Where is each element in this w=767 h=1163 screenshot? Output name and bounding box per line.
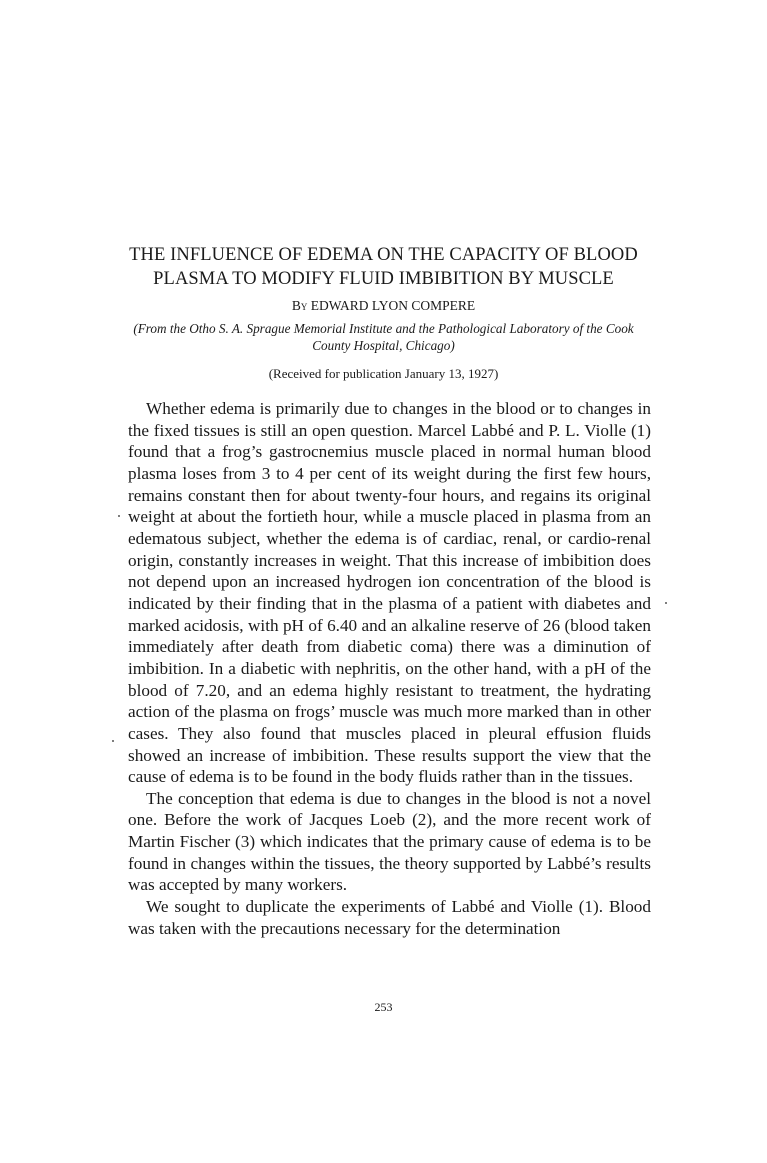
affiliation: (From the Otho S. A. Sprague Memorial Institute and the Pathological Laboratory of the Cook County Hospital, Chicago) [133,321,634,353]
byline [110,297,657,315]
paragraph: The conception that edema is due to changes in the blood is not a novel one. Before the work of Jacques Loeb (2), and the more recent work of Martin Fischer (3) which indicates that the primary cause of edema is to be found in changes within the tissues, the theory supported by Labbé’s results was accepted by many workers. [128,788,651,895]
byline-prefix: By [291,298,308,313]
paragraph: We sought to duplicate the experiments of Labbé and Violle (1). Blood was taken with the precautions necessary for the determination [128,897,651,938]
received-date: (Received for publication January 13, 1927) [268,366,499,381]
article-title [110,243,657,291]
page-number: 253 [374,1000,393,1014]
margin-speck [112,740,114,742]
author-name: EDWARD LYON COMPERE [310,298,476,313]
title-line-1: THE INFLUENCE OF EDEMA ON THE CAPACITY OF BLOOD [129,245,638,265]
margin-speck [665,602,667,604]
body-text [128,398,651,939]
margin-speck [118,515,120,517]
paragraph: Whether edema is primarily due to changes in the blood or to changes in the fixed tissues is still an open question. Marcel Labbé and P. L. Violle (1) found that a frog’s gastrocnemius muscle placed in normal human blood plasma loses from 3 to 4 per cent of its weight during the first few hours, remains constant then for about twenty-four hours, and regains its original weight at about the fortieth hour, while a muscle placed in plasma from an edematous subject, whether the edema is of cardiac, renal, or cardio-renal origin, constantly increases in weight. That this increase of imbibition does not depend upon an increased hydrogen ion concentration of the blood is indicated by their finding that in the plasma of a patient with diabetes and marked acidosis, with pH of 6.40 and an alkaline reserve of 26 (blood taken immediately after death from diabetic coma) there was a diminution of imbibition. In a diabetic with nephritis, on the other hand, with a pH of the blood of 7.20, and an edema highly resistant to treatment, the hydrating action of the plasma on frogs’ muscle was much more marked than in other cases. They also found that muscles placed in pleural effusion fluids showed an increase of imbibition. These results support the view that the cause of edema is to be found in the body fluids rather than in the tissues. [128,399,651,787]
title-line-2: PLASMA TO MODIFY FLUID IMBIBITION BY MUSCLE [153,269,614,289]
